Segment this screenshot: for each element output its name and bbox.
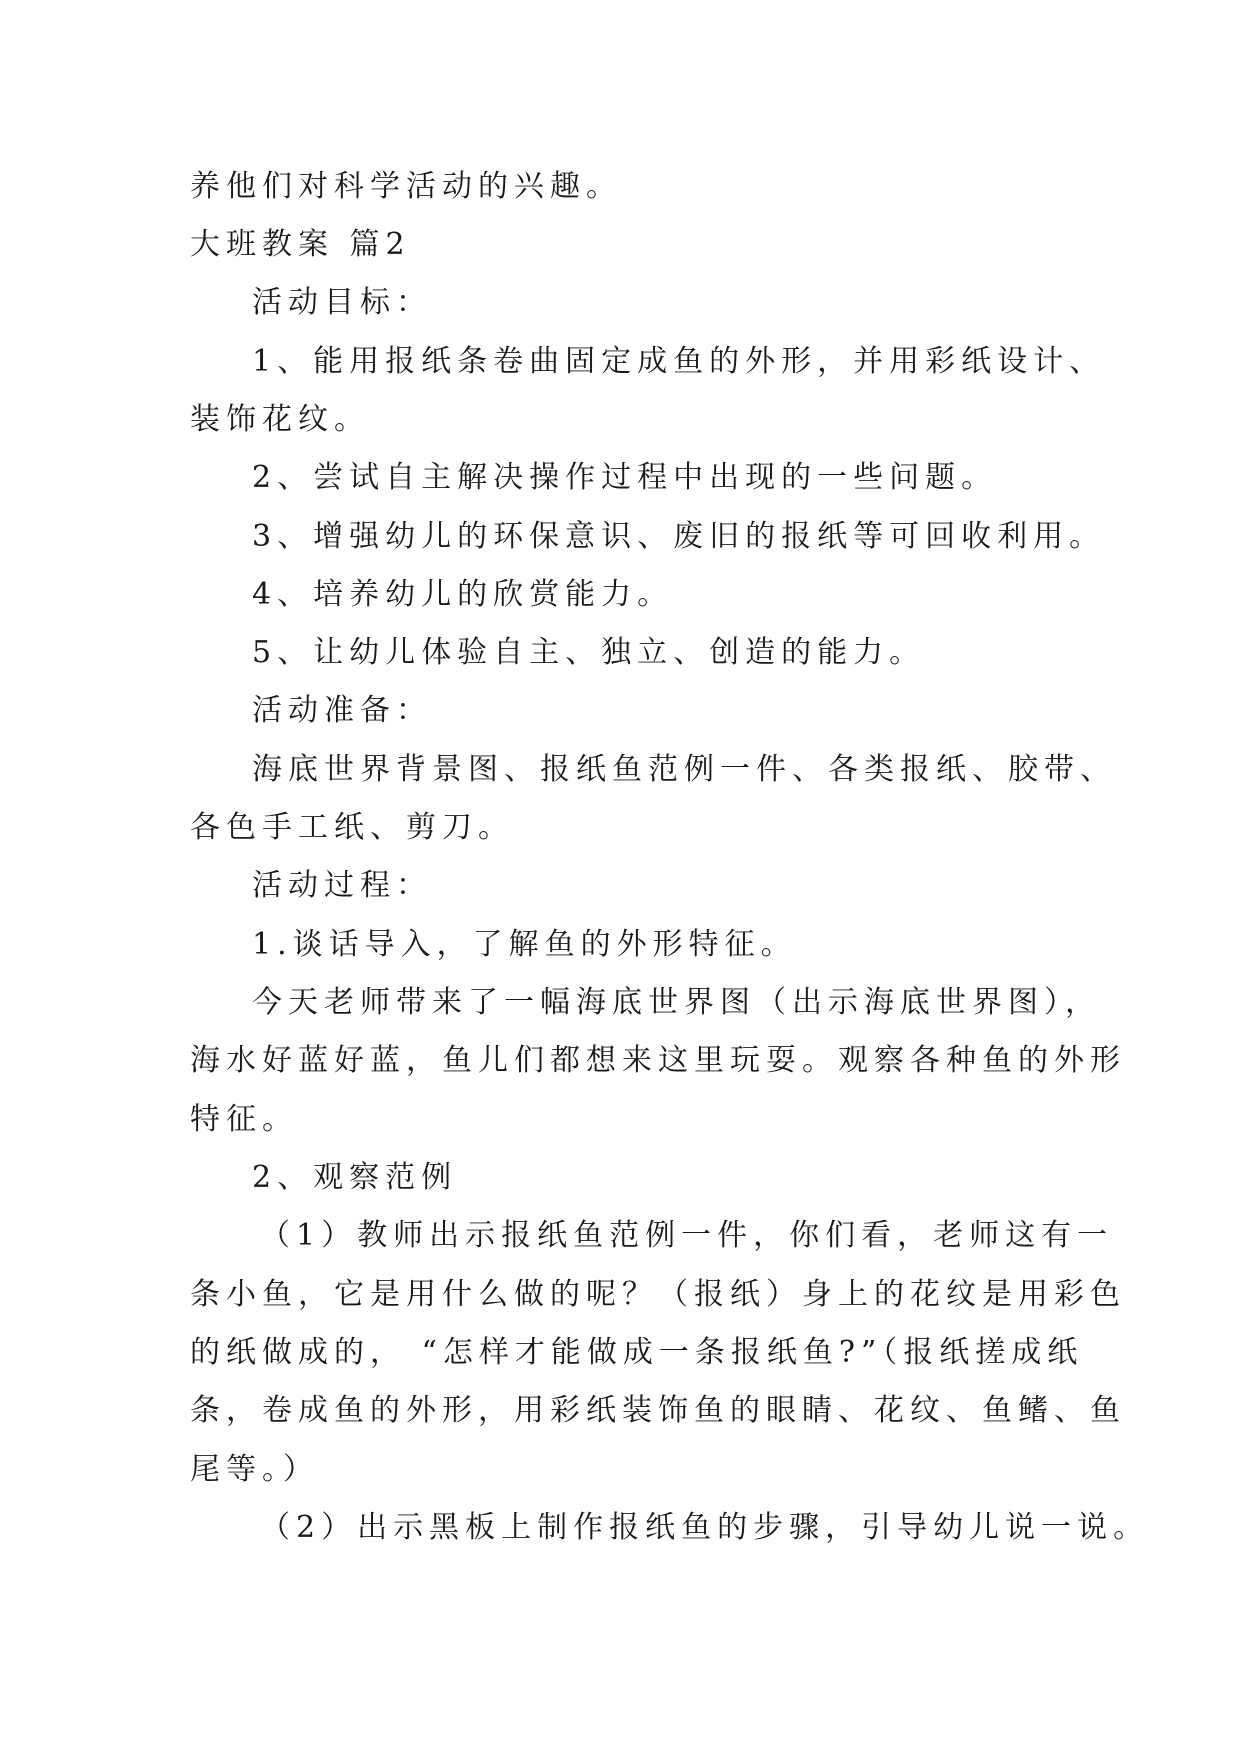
subheading-activity-goals: 活动目标：	[252, 285, 432, 320]
text-line: 1.谈话导入，了解鱼的外形特征。	[252, 927, 797, 962]
text-line: 各色手工纸、剪刀。	[190, 810, 514, 845]
text-line: 尾等。）	[190, 1452, 319, 1487]
text-line: 1、能用报纸条卷曲固定成鱼的外形，并用彩纸设计、	[252, 344, 1106, 379]
text-line: 2、观察范例	[252, 1160, 458, 1195]
text-line: 4、培养幼儿的欣赏能力。	[252, 577, 674, 612]
text-line: 3、增强幼儿的环保意识、废旧的报纸等可回收利用。	[252, 519, 1106, 554]
text-line: （2）出示黑板上制作报纸鱼的步骤，引导幼儿说一说。	[260, 1510, 1150, 1545]
text-line: 海水好蓝好蓝，鱼儿们都想来这里玩耍。观察各种鱼的外形	[190, 1043, 1126, 1078]
text-line: 今天老师带来了一幅海底世界图（出示海底世界图），	[252, 985, 1101, 1020]
text-line: 5、让幼儿体验自主、独立、创造的能力。	[252, 635, 926, 670]
text-line: 特征。	[190, 1102, 298, 1137]
text-line: 装饰花纹。	[190, 402, 370, 437]
text-line: 2、尝试自主解决操作过程中出现的一些问题。	[252, 460, 998, 495]
subheading-activity-process: 活动过程：	[252, 868, 432, 903]
section-heading: 大班教案 篇2	[190, 227, 411, 262]
subheading-activity-prep: 活动准备：	[252, 693, 432, 728]
text-line: 条，卷成鱼的外形，用彩纸装饰鱼的眼睛、花纹、鱼鳍、鱼	[190, 1393, 1126, 1428]
text-line: 养他们对科学活动的兴趣。	[190, 169, 622, 204]
text-line: 海底世界背景图、报纸鱼范例一件、各类报纸、胶带、	[252, 752, 1116, 787]
text-line: 的纸做成的， “怎样才能做成一条报纸鱼?”（报纸搓成纸	[190, 1335, 1084, 1370]
text-line: 条小鱼，它是用什么做的呢？（报纸）身上的花纹是用彩色	[190, 1277, 1126, 1312]
text-line: （1）教师出示报纸鱼范例一件，你们看，老师这有一	[260, 1218, 1114, 1253]
